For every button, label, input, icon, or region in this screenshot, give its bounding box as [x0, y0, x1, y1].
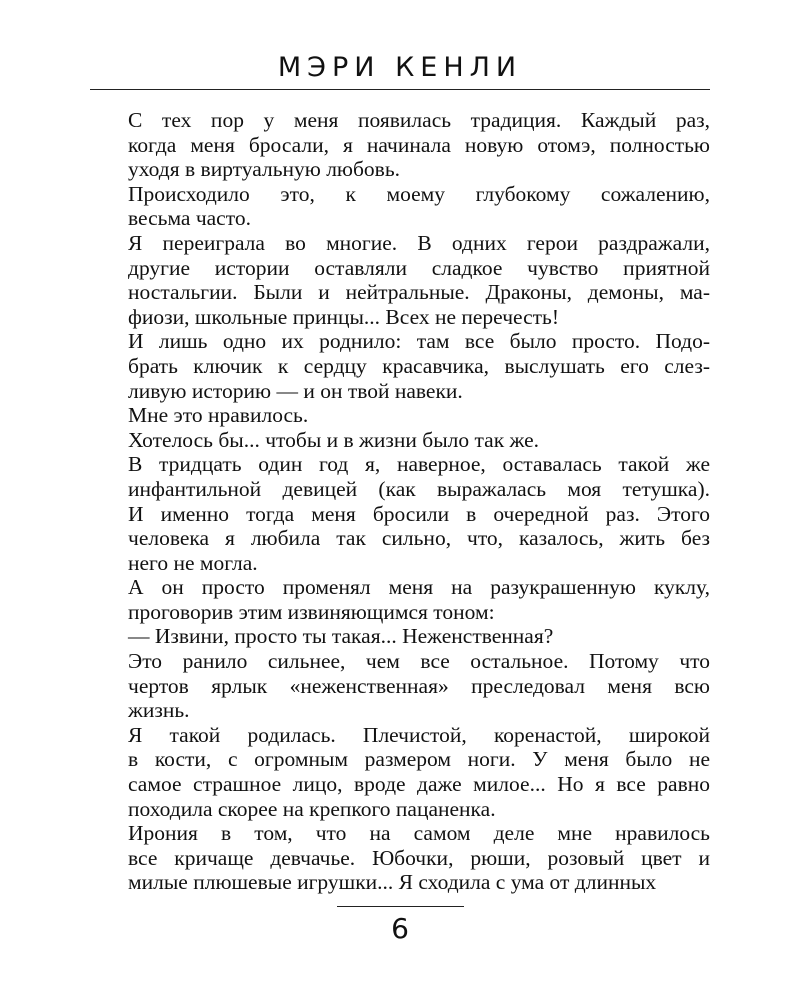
paragraph — [90, 231, 710, 329]
text-line: проговорив этим извиняющимся тоном: — [128, 599, 495, 624]
text-line: И лишь одно их роднило: там все было просто. Подо- — [128, 329, 710, 354]
text-line: ностальгии. Были и нейтральные. Драконы, демоны, ма- — [128, 280, 710, 305]
page-number: 6 — [391, 912, 409, 945]
paragraph — [90, 403, 710, 428]
text-line: другие истории оставляли сладкое чувство приятной — [128, 255, 710, 280]
text-line: милые плюшевые игрушки... Я сходила с ума от длинных — [128, 870, 657, 895]
text-line: Происходило это, к моему глубокому сожалению, — [128, 181, 710, 206]
text-line: него не могла. — [128, 550, 258, 575]
paragraph — [90, 723, 710, 821]
text-line: Я такой родилась. Плечистой, коренастой, широкой — [128, 722, 710, 747]
text-line: Я переиграла во многие. В одних герои раздражали, — [128, 230, 710, 255]
text-line: все кричаще девчачье. Юбочки, рюши, розовый цвет и — [128, 845, 710, 870]
text-line: в кости, с огромным размером ноги. У меня было не — [128, 747, 710, 772]
text-line: А он просто променял меня на разукрашенную куклу, — [128, 575, 710, 600]
text-line: Мне это нравилось. — [128, 403, 309, 428]
header-rule — [90, 89, 710, 90]
paragraph — [90, 649, 710, 723]
text-line: инфантильной девицей (как выражалась моя тетушка). — [128, 476, 710, 501]
text-line: чертов ярлык «неженственная» преследовал меня всю — [128, 673, 710, 698]
text-line: весьма часто. — [128, 206, 251, 231]
text-line: фиози, школьные принцы... Всех не перечесть! — [128, 304, 559, 329]
running-head-author: МЭРИ КЕНЛИ — [277, 52, 523, 83]
footer-rule — [337, 906, 464, 907]
paragraph — [90, 624, 710, 649]
text-line: И именно тогда меня бросили в очередной раз. Этого — [128, 501, 710, 526]
paragraph — [90, 428, 710, 453]
paragraph — [90, 452, 710, 575]
text-line: Хотелось бы... чтобы и в жизни было так же. — [128, 427, 540, 452]
text-line: Это ранило сильнее, чем все остальное. Потому что — [128, 649, 710, 674]
paragraph — [90, 329, 710, 403]
body-text — [90, 108, 710, 895]
text-line: С тех пор у меня появилась традиция. Каждый раз, — [128, 108, 710, 132]
paragraph — [90, 108, 710, 182]
text-line: брать ключик к сердцу красавчика, выслушать его слез- — [128, 353, 710, 378]
text-line: В тридцать один год я, наверное, оставалась такой же — [128, 452, 710, 477]
text-line: человека я любила так сильно, что, казалось, жить без — [128, 526, 710, 551]
text-line: — Извини, просто ты такая... Неженственная? — [128, 624, 554, 649]
text-line: самое страшное лицо, вроде даже милое... Но я все равно — [128, 772, 710, 797]
text-line: жизнь. — [128, 698, 190, 723]
text-line: Ирония в том, что на самом деле мне нравилось — [128, 821, 710, 846]
paragraph — [90, 821, 710, 895]
text-line: ливую историю — и он твой навеки. — [128, 378, 463, 403]
paragraph — [90, 575, 710, 624]
text-line: уходя в виртуальную любовь. — [128, 157, 401, 182]
paragraph — [90, 182, 710, 231]
text-line: походила скорее на крепкого пацаненка. — [128, 796, 496, 821]
text-line: когда меня бросали, я начинала новую отомэ, полностью — [128, 132, 710, 157]
